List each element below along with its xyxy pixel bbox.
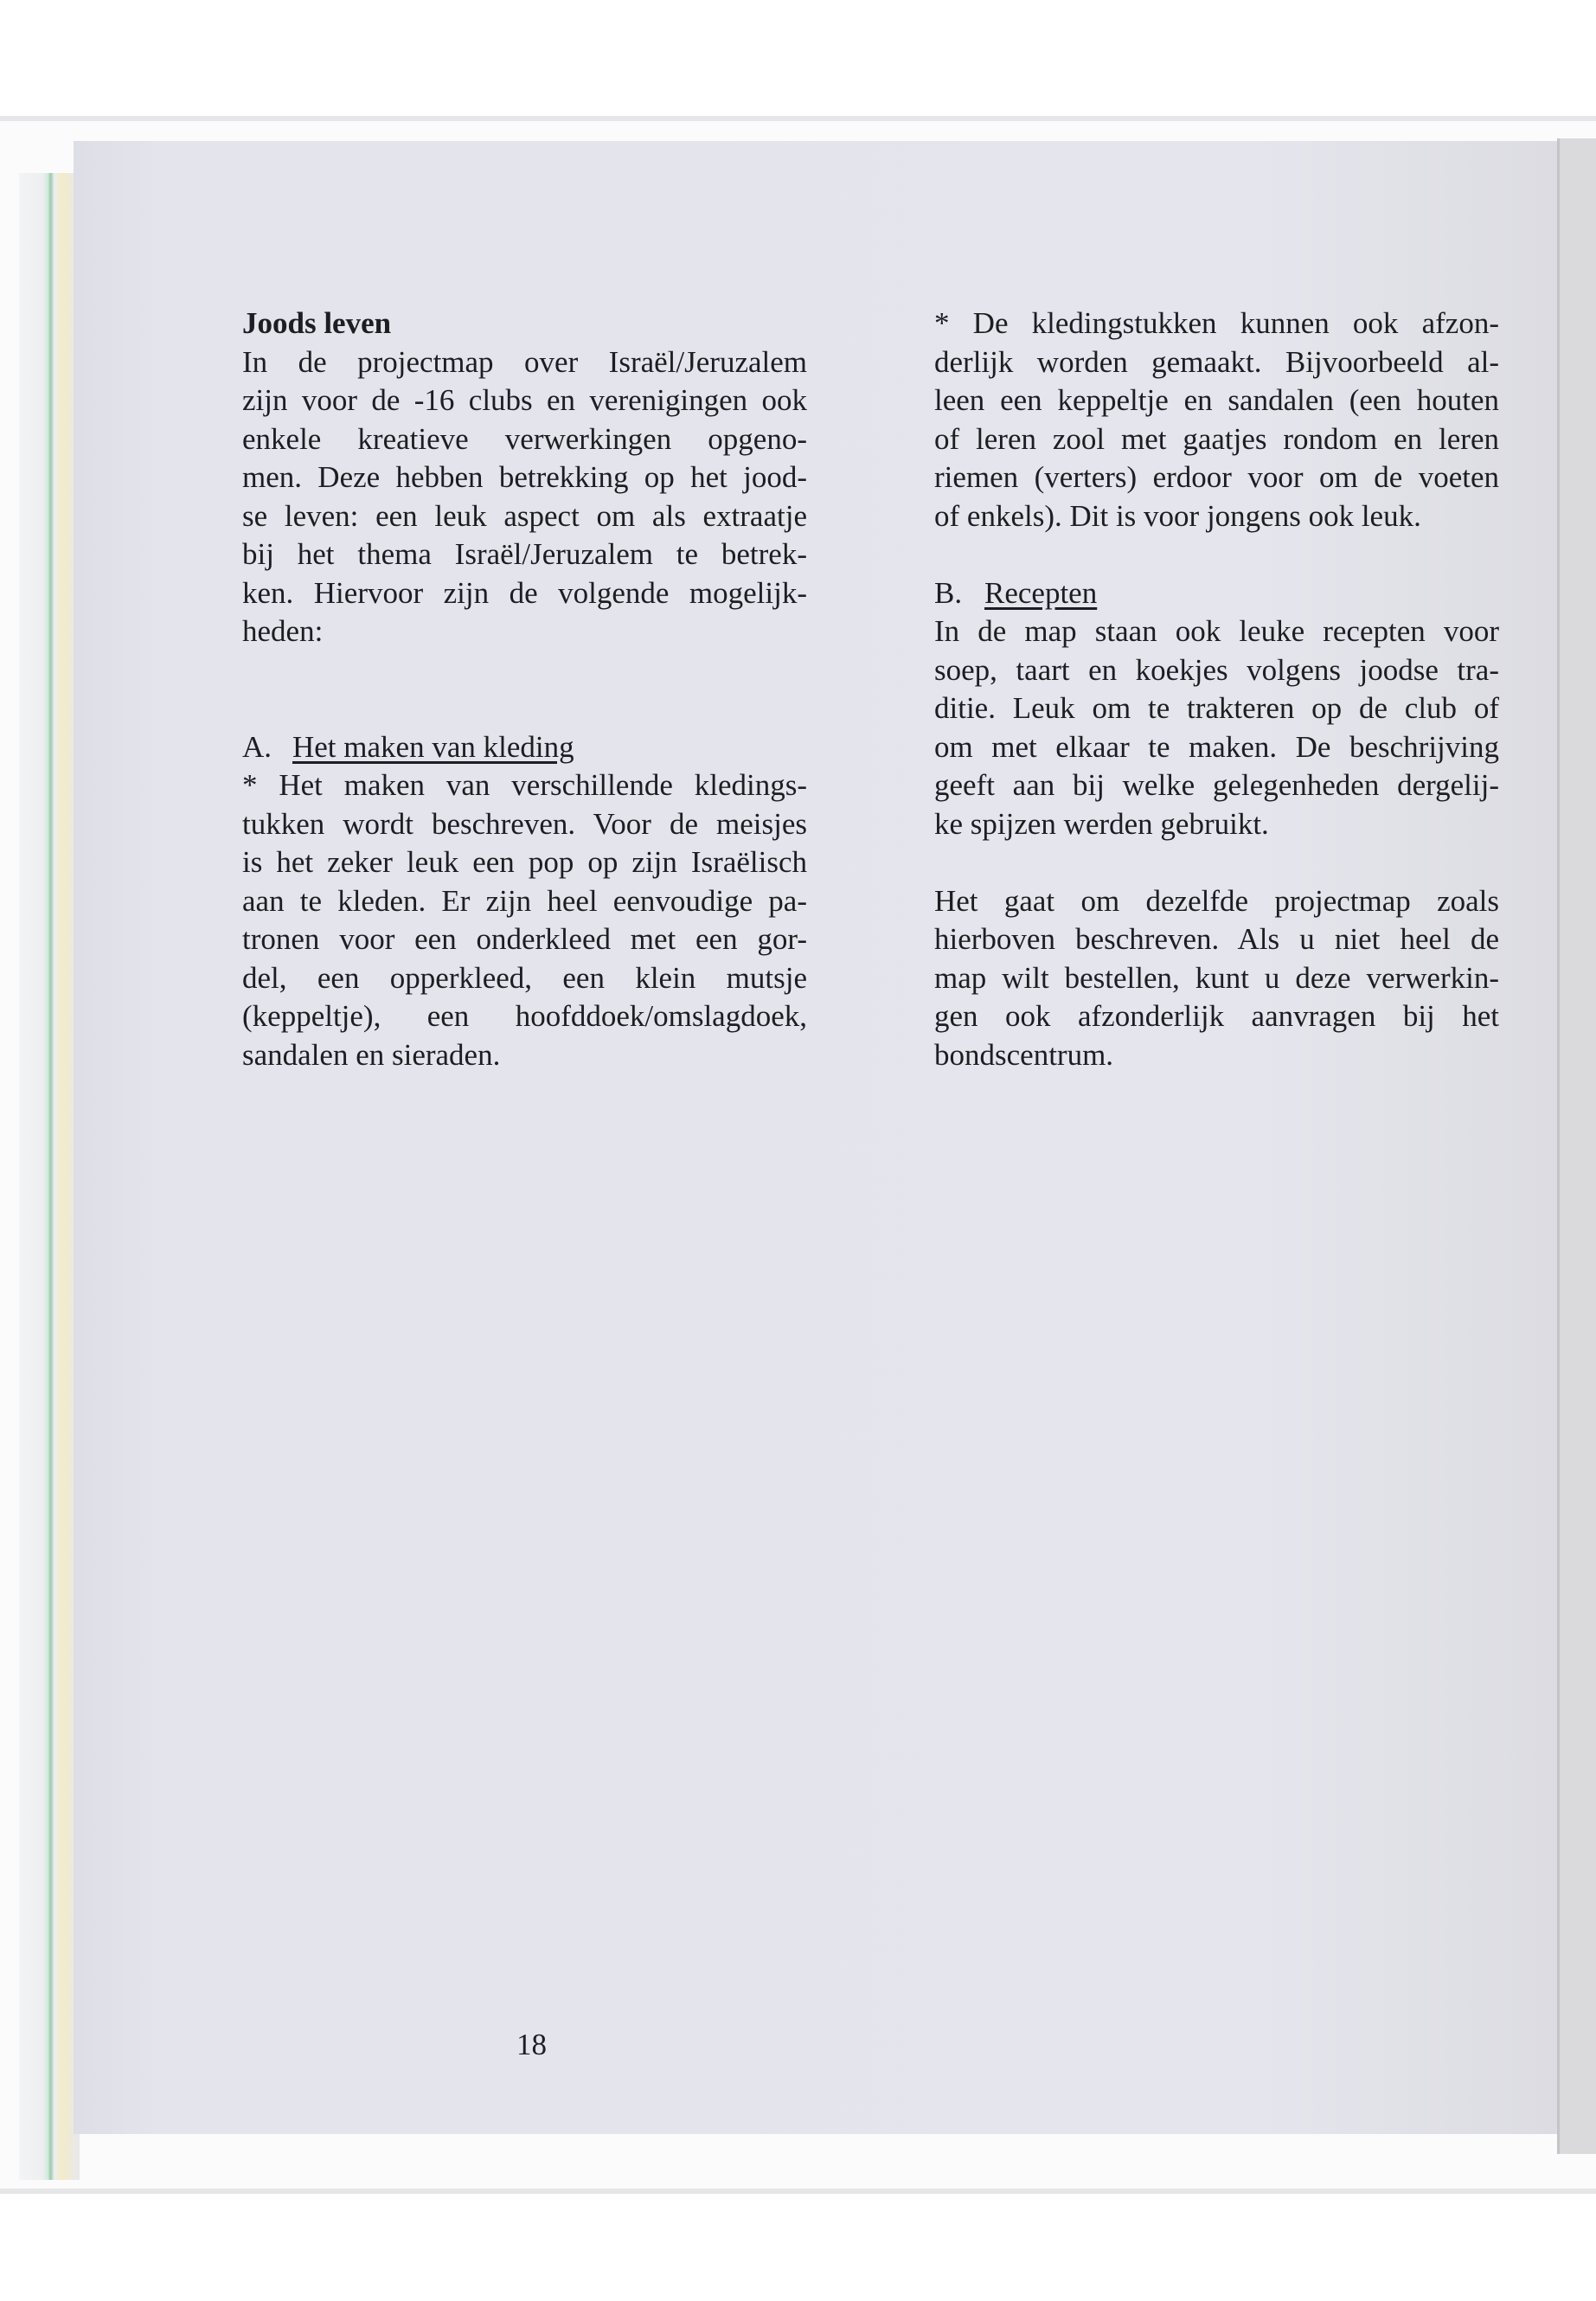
text-line: of leren zool met gaatjes rondom en leren xyxy=(934,421,1499,456)
text-line: ditie. Leuk om te trakteren op de club of xyxy=(934,691,1499,725)
text-line: soep, taart en koekjes volgens joodse tra- xyxy=(934,652,1499,687)
text-line: zijn voor de -16 clubs en verenigingen ook xyxy=(242,383,807,417)
subheading-a xyxy=(242,728,807,767)
text-line: derlijk worden gemaakt. Bijvoorbeeld al- xyxy=(934,344,1499,379)
text-line: gen ook afzonderlijk aanvragen bij het xyxy=(934,999,1499,1033)
page-stack-edges xyxy=(19,173,80,2180)
left-column xyxy=(242,304,807,1074)
text-line: * De kledingstukken kunnen ook afzon- xyxy=(934,306,1499,340)
text-line: aan te kleden. Er zijn heel eenvoudige pa- xyxy=(242,883,807,918)
text-line: riemen (verters) erdoor voor om de voeten xyxy=(934,460,1499,494)
subheading-label: B. xyxy=(934,575,963,610)
text-line: Het gaat om dezelfde projectmap zoals xyxy=(934,883,1499,918)
text-line: (keppeltje), een hoofddoek/omslagdoek, xyxy=(242,999,807,1033)
subheading-b xyxy=(934,574,1499,613)
subheading-text: Het maken van kleding xyxy=(292,729,574,764)
text-line: bij het thema Israël/Jeruzalem te betrek- xyxy=(242,537,807,571)
text-line: geeft aan bij welke gelegenheden dergelij- xyxy=(934,768,1499,802)
text-line: of enkels). Dit is voor jongens ook leuk. xyxy=(934,498,1421,533)
subheading-label: A. xyxy=(242,729,272,764)
text-line: enkele kreatieve verwerkingen opgeno- xyxy=(242,421,807,456)
text-line: In de projectmap over Israël/Jeruzalem xyxy=(242,344,807,379)
next-page-edge xyxy=(1557,138,1596,2154)
text-line: hierboven beschreven. Als u niet heel de xyxy=(934,922,1499,956)
text-line: ke spijzen werden gebruikt. xyxy=(934,806,1269,841)
text-line: tukken wordt beschreven. Voor de meisjes xyxy=(242,806,807,841)
text-line: heden: xyxy=(242,614,324,648)
section-title: Joods leven xyxy=(242,306,392,340)
text-line: is het zeker leuk een pop op zijn Israëlisch xyxy=(242,845,807,879)
text-line: In de map staan ook leuke recepten voor xyxy=(934,614,1499,648)
page-number: 18 xyxy=(516,2028,547,2061)
text-line: om met elkaar te maken. De beschrijving xyxy=(934,729,1499,764)
text-line: sandalen en sieraden. xyxy=(242,1037,501,1072)
text-line: bondscentrum. xyxy=(934,1037,1114,1072)
subheading-text: Recepten xyxy=(984,575,1098,610)
text-line: ken. Hiervoor zijn de volgende mogelijk- xyxy=(242,575,807,610)
right-column xyxy=(934,304,1499,1074)
text-line: tronen voor een onderkleed met een gor- xyxy=(242,922,807,956)
text-line: men. Deze hebben betrekking op het jood- xyxy=(242,460,807,494)
text-line: * Het maken van verschillende kledings- xyxy=(242,768,807,802)
text-line: leen een keppeltje en sandalen (een houten xyxy=(934,383,1499,417)
text-line: se leven: een leuk aspect om als extraatje xyxy=(242,498,807,533)
text-line: del, een opperkleed, een klein mutsje xyxy=(242,960,807,995)
text-line: map wilt bestellen, kunt u deze verwerkin- xyxy=(934,960,1499,995)
